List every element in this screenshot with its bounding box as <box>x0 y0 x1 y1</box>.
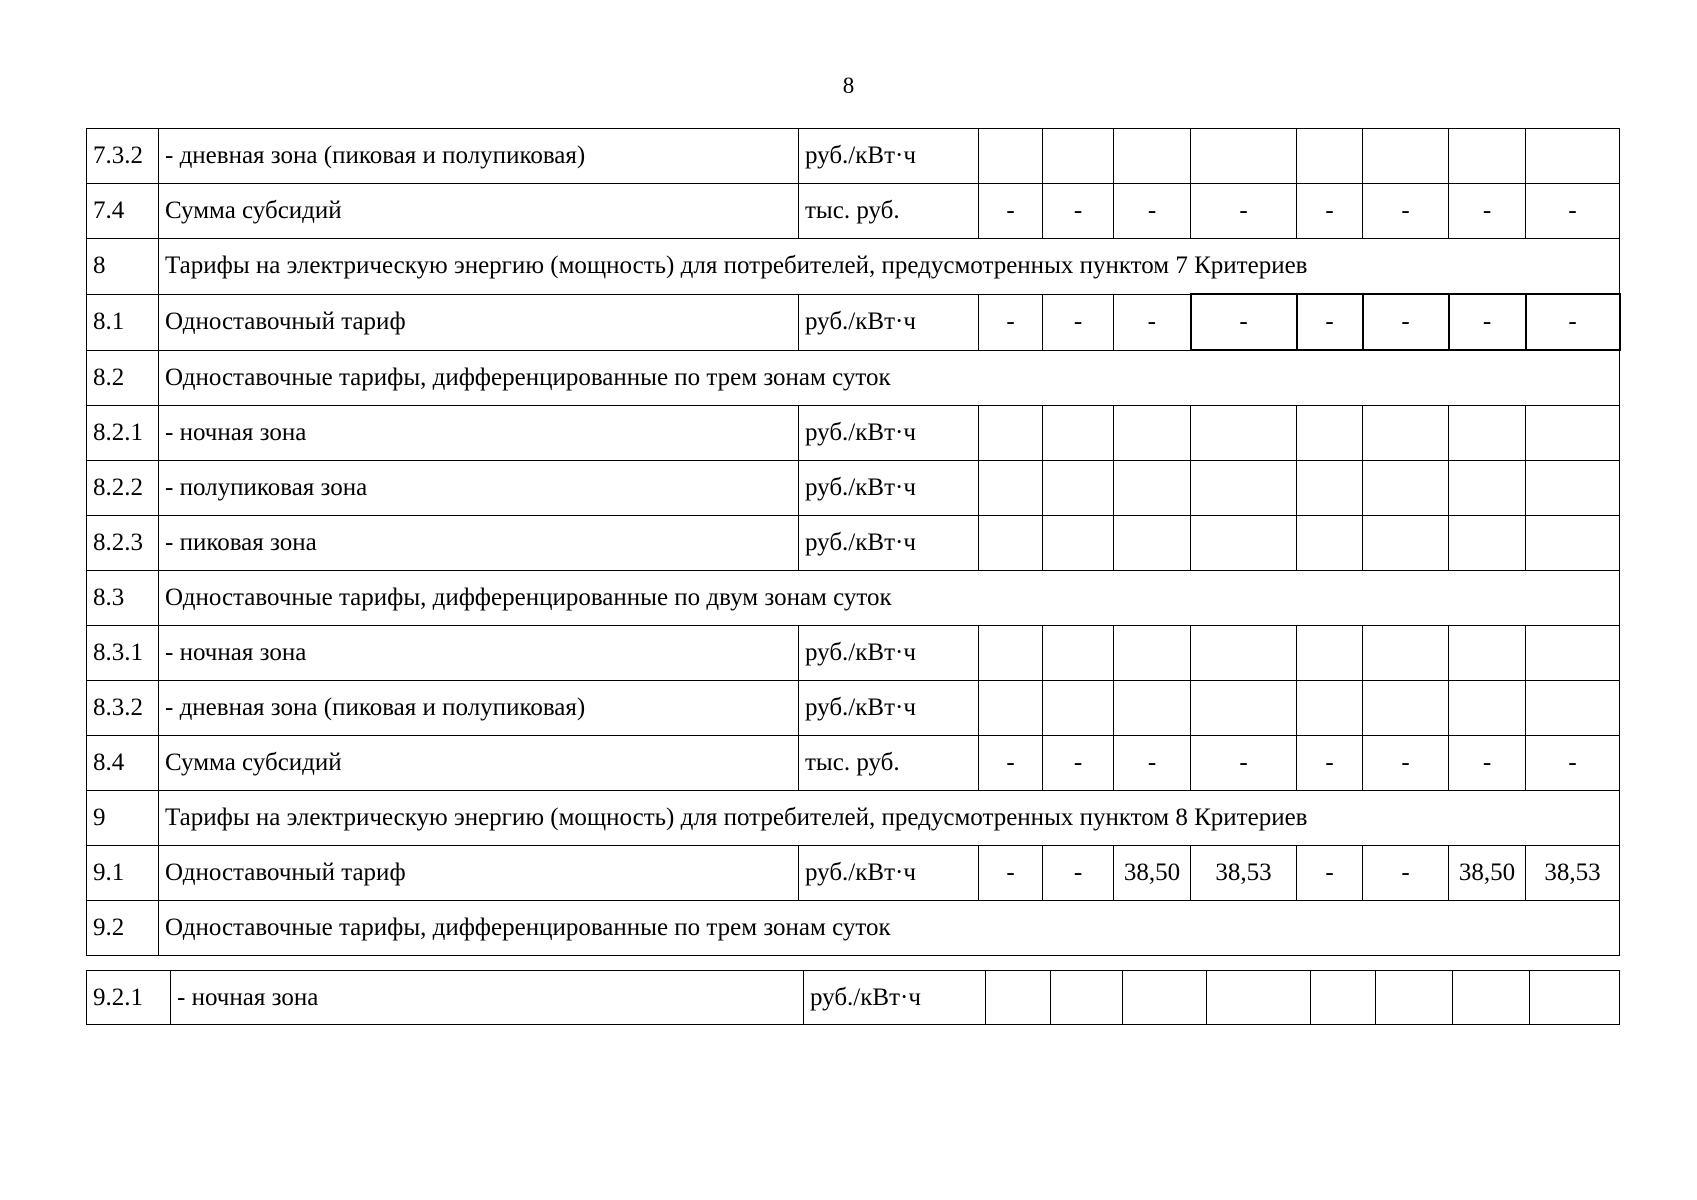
tariff-table <box>86 128 1621 956</box>
value-cell <box>1363 129 1449 184</box>
value-cell: - <box>979 736 1043 791</box>
value-cell <box>1043 129 1114 184</box>
row-number-cell: 8 <box>87 239 159 295</box>
row-name-cell: Сумма субсидий <box>159 184 799 239</box>
value-cell: - <box>1363 846 1449 901</box>
table-row <box>87 681 1620 736</box>
value-cell: 38,50 <box>1449 846 1526 901</box>
value-cell <box>1114 516 1191 571</box>
value-cell <box>1297 626 1363 681</box>
table-row <box>87 184 1620 239</box>
value-cell <box>1363 461 1449 516</box>
value-cell <box>1449 626 1526 681</box>
value-cell: - <box>979 184 1043 239</box>
row-number-cell: 8.2 <box>87 350 159 406</box>
value-cell: - <box>1449 294 1526 350</box>
value-cell: - <box>1114 184 1191 239</box>
value-cell <box>1526 681 1620 736</box>
value-cell: - <box>1526 736 1620 791</box>
value-cell <box>1043 461 1114 516</box>
value-cell: - <box>1043 184 1114 239</box>
value-cell <box>1363 626 1449 681</box>
value-cell <box>1191 516 1297 571</box>
value-cell <box>1207 971 1311 1025</box>
value-cell <box>1526 461 1620 516</box>
value-cell <box>1191 406 1297 461</box>
value-cell <box>1114 681 1191 736</box>
value-cell <box>1297 129 1363 184</box>
section-header-row <box>87 350 1620 406</box>
value-cell: 38,53 <box>1191 846 1297 901</box>
table-row <box>87 736 1620 791</box>
value-cell <box>1051 971 1123 1025</box>
row-number-cell: 9.2.1 <box>87 971 171 1025</box>
section-title-cell: Одноставочные тарифы, дифференцированные по двум зонам суток <box>159 571 1620 626</box>
row-name-cell: Одноставочный тариф <box>159 846 799 901</box>
table-row <box>87 294 1620 350</box>
value-cell: - <box>979 846 1043 901</box>
row-number-cell: 8.1 <box>87 294 159 350</box>
value-cell <box>1043 516 1114 571</box>
value-cell <box>979 681 1043 736</box>
row-number-cell: 7.3.2 <box>87 129 159 184</box>
value-cell <box>1297 406 1363 461</box>
value-cell <box>1043 681 1114 736</box>
row-number-cell: 8.3.1 <box>87 626 159 681</box>
row-name-cell: - дневная зона (пиковая и полупиковая) <box>159 129 799 184</box>
value-cell <box>1449 461 1526 516</box>
value-cell <box>1043 626 1114 681</box>
value-cell <box>979 129 1043 184</box>
value-cell <box>1449 406 1526 461</box>
value-cell: - <box>1297 736 1363 791</box>
row-name-cell: - ночная зона <box>171 971 804 1025</box>
unit-cell: руб./кВт·ч <box>799 406 979 461</box>
value-cell: - <box>1191 184 1297 239</box>
value-cell <box>1449 516 1526 571</box>
unit-cell: руб./кВт·ч <box>799 516 979 571</box>
value-cell <box>1453 971 1530 1025</box>
row-name-cell: Одноставочный тариф <box>159 294 799 350</box>
tariff-table-continued <box>86 970 1620 1025</box>
value-cell: - <box>1363 184 1449 239</box>
value-cell <box>1363 681 1449 736</box>
value-cell: - <box>1191 736 1297 791</box>
table-row <box>87 846 1620 901</box>
value-cell: - <box>1449 736 1526 791</box>
section-header-row <box>87 571 1620 626</box>
value-cell: - <box>1297 846 1363 901</box>
unit-cell: руб./кВт·ч <box>804 971 986 1025</box>
row-number-cell: 8.3 <box>87 571 159 626</box>
value-cell <box>1114 626 1191 681</box>
section-title-cell: Тарифы на электрическую энергию (мощность) для потребителей, предусмотренных пунктом 7 Критериев <box>159 239 1620 295</box>
value-cell <box>979 516 1043 571</box>
row-number-cell: 8.2.2 <box>87 461 159 516</box>
value-cell <box>1043 406 1114 461</box>
value-cell <box>1123 971 1207 1025</box>
value-cell: - <box>1043 846 1114 901</box>
value-cell <box>986 971 1051 1025</box>
page-number: 8 <box>842 73 855 98</box>
table-row <box>87 461 1620 516</box>
row-name-cell: Сумма субсидий <box>159 736 799 791</box>
value-cell <box>1526 406 1620 461</box>
row-name-cell: - дневная зона (пиковая и полупиковая) <box>159 681 799 736</box>
value-cell <box>1191 626 1297 681</box>
value-cell <box>1297 461 1363 516</box>
value-cell <box>1449 681 1526 736</box>
value-cell <box>1449 129 1526 184</box>
value-cell <box>979 406 1043 461</box>
table-row <box>87 971 1620 1025</box>
value-cell: - <box>1297 294 1363 350</box>
row-name-cell: - полупиковая зона <box>159 461 799 516</box>
value-cell: - <box>1363 736 1449 791</box>
value-cell <box>1363 406 1449 461</box>
value-cell: - <box>1297 184 1363 239</box>
row-name-cell: - ночная зона <box>159 626 799 681</box>
section-title-cell: Одноставочные тарифы, дифференцированные по трем зонам суток <box>159 350 1620 406</box>
value-cell <box>1526 626 1620 681</box>
value-cell: - <box>1526 184 1620 239</box>
value-cell <box>1530 971 1620 1025</box>
value-cell <box>1191 129 1297 184</box>
table-row <box>87 626 1620 681</box>
value-cell: - <box>1043 736 1114 791</box>
table-row <box>87 406 1620 461</box>
value-cell: - <box>1191 294 1297 350</box>
value-cell <box>1297 516 1363 571</box>
row-number-cell: 8.2.1 <box>87 406 159 461</box>
row-number-cell: 7.4 <box>87 184 159 239</box>
row-name-cell: - пиковая зона <box>159 516 799 571</box>
value-cell <box>979 461 1043 516</box>
unit-cell: тыс. руб. <box>799 184 979 239</box>
value-cell <box>1363 516 1449 571</box>
value-cell: - <box>1526 294 1620 350</box>
row-number-cell: 9.1 <box>87 846 159 901</box>
section-header-row <box>87 791 1620 846</box>
section-title-cell: Тарифы на электрическую энергию (мощность) для потребителей, предусмотренных пунктом 8 Критериев <box>159 791 1620 846</box>
value-cell: - <box>1363 294 1449 350</box>
value-cell <box>1191 461 1297 516</box>
value-cell <box>1376 971 1453 1025</box>
value-cell <box>1526 516 1620 571</box>
row-number-cell: 9.2 <box>87 901 159 956</box>
value-cell <box>1311 971 1376 1025</box>
row-name-cell: - ночная зона <box>159 406 799 461</box>
row-number-cell: 9 <box>87 791 159 846</box>
value-cell <box>1526 129 1620 184</box>
unit-cell: руб./кВт·ч <box>799 846 979 901</box>
value-cell: - <box>1449 184 1526 239</box>
value-cell <box>1114 406 1191 461</box>
value-cell <box>1114 129 1191 184</box>
value-cell: - <box>1043 294 1114 350</box>
unit-cell: руб./кВт·ч <box>799 626 979 681</box>
row-number-cell: 8.2.3 <box>87 516 159 571</box>
unit-cell: руб./кВт·ч <box>799 129 979 184</box>
value-cell <box>1114 461 1191 516</box>
unit-cell: тыс. руб. <box>799 736 979 791</box>
value-cell: 38,50 <box>1114 846 1191 901</box>
section-title-cell: Одноставочные тарифы, дифференцированные по трем зонам суток <box>159 901 1620 956</box>
unit-cell: руб./кВт·ч <box>799 681 979 736</box>
section-header-row <box>87 239 1620 295</box>
value-cell <box>1297 681 1363 736</box>
unit-cell: руб./кВт·ч <box>799 294 979 350</box>
value-cell: 38,53 <box>1526 846 1620 901</box>
section-header-row <box>87 901 1620 956</box>
value-cell: - <box>1114 294 1191 350</box>
row-number-cell: 8.4 <box>87 736 159 791</box>
value-cell <box>1191 681 1297 736</box>
table-row <box>87 129 1620 184</box>
table-row <box>87 516 1620 571</box>
row-number-cell: 8.3.2 <box>87 681 159 736</box>
value-cell: - <box>979 294 1043 350</box>
value-cell: - <box>1114 736 1191 791</box>
value-cell <box>979 626 1043 681</box>
unit-cell: руб./кВт·ч <box>799 461 979 516</box>
